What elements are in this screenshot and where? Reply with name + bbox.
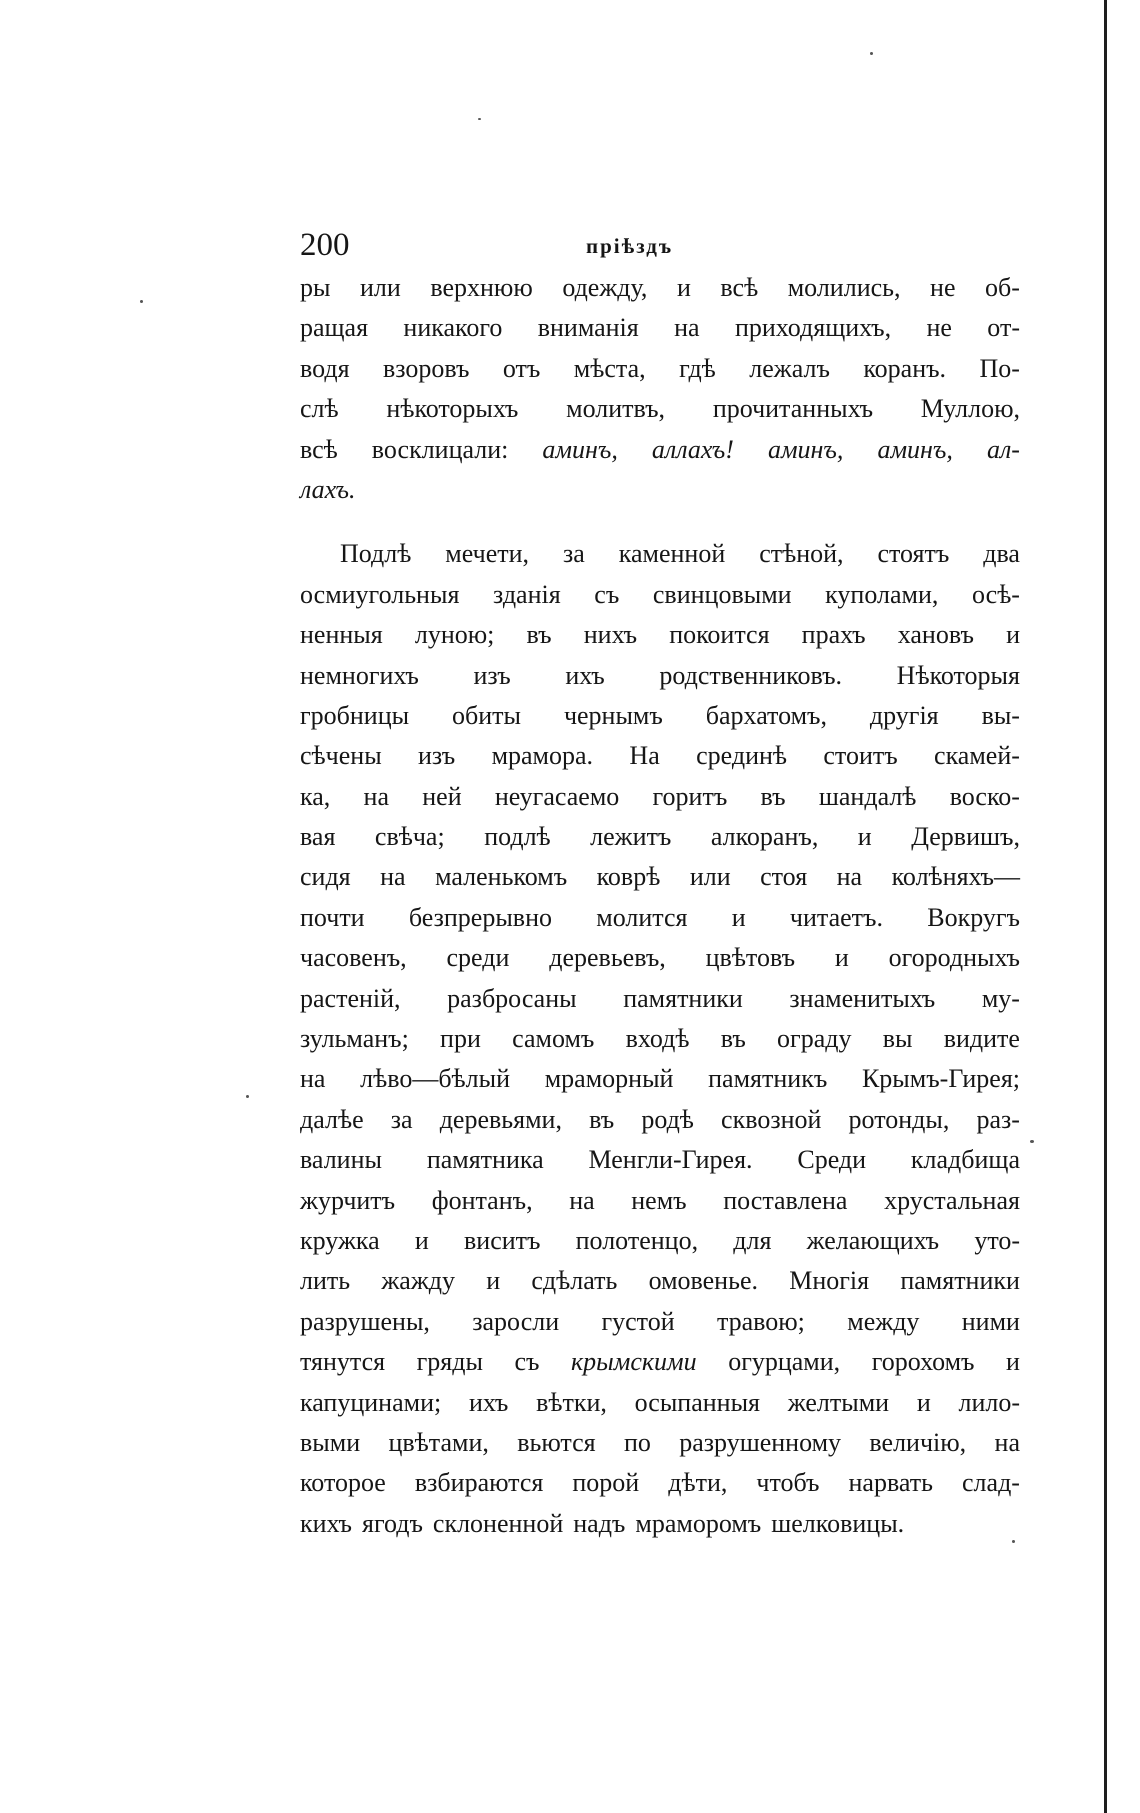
word: виситъ: [464, 1225, 541, 1255]
word: куполами,: [825, 579, 939, 609]
word: никакого: [403, 313, 503, 343]
word: и: [916, 1387, 931, 1417]
word: колѣняхъ—: [891, 862, 1020, 892]
text-line: [300, 736, 1020, 776]
word: два: [983, 539, 1020, 569]
word: видите: [943, 1024, 1020, 1054]
word: горитъ: [652, 781, 728, 811]
word: нихъ: [583, 620, 638, 650]
word: далѣе: [300, 1104, 364, 1134]
paragraph: [300, 534, 1020, 1544]
word: на: [674, 313, 700, 343]
word: мечети,: [445, 539, 530, 569]
word: лило-: [958, 1387, 1020, 1417]
word: и: [1006, 620, 1020, 650]
text-line: [300, 534, 1020, 574]
word: ихъ: [468, 1387, 509, 1417]
text-line: [300, 696, 1020, 736]
word: фонтанъ,: [431, 1185, 533, 1215]
text-line: [300, 268, 1020, 308]
word: немъ: [631, 1185, 687, 1215]
word: свинцовыми: [652, 579, 792, 609]
word: лежитъ: [590, 822, 672, 852]
word: стоятъ: [877, 539, 950, 569]
word: родѣ: [641, 1104, 694, 1134]
word: нарвать: [848, 1468, 933, 1498]
word: другія: [869, 700, 939, 730]
word: памятникъ: [708, 1064, 828, 1094]
word: слѣ: [300, 394, 339, 424]
page-edge-shadow: [1104, 0, 1107, 1813]
word: величію,: [869, 1427, 967, 1457]
word: и: [731, 902, 746, 932]
word: въ: [720, 1024, 746, 1054]
word: ротонды,: [848, 1104, 950, 1134]
word: прочитанныхъ: [712, 394, 874, 424]
word: деревьями,: [439, 1104, 562, 1134]
word: журчитъ: [300, 1185, 396, 1215]
word: на: [380, 862, 406, 892]
word: на: [994, 1427, 1020, 1457]
text-line: [300, 430, 1020, 470]
word: родственниковъ.: [659, 660, 843, 690]
running-head: пріѣздъ: [586, 234, 674, 258]
word: въ: [526, 620, 552, 650]
paragraph-gap: [300, 510, 1020, 534]
word: чернымъ: [563, 700, 663, 730]
word: стоитъ: [823, 741, 898, 771]
word: горохомъ: [871, 1347, 975, 1377]
word: изъ: [418, 741, 456, 771]
word: аминъ,: [542, 434, 618, 464]
word: знаменитыхъ: [789, 983, 936, 1013]
word: или: [360, 273, 401, 302]
text-line: [300, 1181, 1020, 1221]
word: ограду: [777, 1024, 852, 1054]
word: от-: [987, 313, 1020, 343]
word: гряды: [416, 1347, 483, 1377]
word: мраморомъ: [635, 1508, 762, 1538]
word: На: [629, 741, 660, 771]
word: для: [733, 1225, 772, 1255]
word: тянутся: [300, 1347, 386, 1377]
body-text: [300, 268, 1020, 1544]
word: взоровъ: [382, 353, 470, 383]
word: ихъ: [565, 660, 605, 690]
text-line: [300, 575, 1020, 615]
word: аминъ,: [877, 434, 953, 464]
word: огурцами,: [728, 1347, 841, 1377]
paper-speck: [1030, 1140, 1034, 1143]
word: бархатомъ,: [705, 700, 827, 730]
word: раз-: [976, 1104, 1020, 1134]
word: Дервишъ,: [911, 822, 1020, 852]
word: растеній,: [300, 983, 401, 1013]
word: мраморный: [544, 1064, 674, 1094]
word: съ: [594, 579, 620, 609]
word: осѣ-: [972, 579, 1020, 609]
word: всѣ: [720, 273, 759, 302]
word: входѣ: [625, 1024, 690, 1054]
word: алкоранъ,: [710, 822, 819, 852]
word: лежалъ: [749, 353, 830, 383]
word: срединѣ: [696, 741, 788, 771]
page-header: [300, 225, 1020, 265]
word: прахъ: [801, 620, 866, 650]
word: заросли: [472, 1306, 560, 1336]
word: одежду,: [562, 273, 648, 302]
word: стѣной,: [759, 539, 844, 569]
text-line: [300, 1383, 1020, 1423]
paper-speck: [246, 1095, 249, 1098]
word: ними: [961, 1306, 1020, 1336]
word: Вокругъ: [927, 902, 1020, 932]
word: немногихъ: [300, 660, 419, 690]
word: Нѣкоторыя: [896, 660, 1020, 690]
word: и: [1006, 1347, 1020, 1377]
word: на: [836, 862, 863, 892]
word: хрустальная: [884, 1185, 1020, 1215]
word: кружка: [300, 1225, 380, 1255]
word: поставлена: [723, 1185, 848, 1215]
word: или: [689, 862, 731, 892]
word: хановъ: [897, 620, 974, 650]
word: между: [847, 1306, 920, 1336]
word: осыпанныя: [634, 1387, 760, 1417]
word: верхнюю: [430, 273, 533, 302]
word: каменной: [618, 539, 726, 569]
word: по: [623, 1427, 651, 1457]
word: вниманія: [537, 313, 639, 343]
text-line: [300, 1463, 1020, 1503]
word: гробницы: [300, 700, 410, 730]
word: густой: [601, 1306, 675, 1336]
text-line: [300, 817, 1020, 857]
word: въ: [760, 781, 786, 811]
word: вы-: [981, 700, 1020, 730]
text-line: [300, 470, 1020, 510]
word: коранъ.: [863, 353, 947, 383]
text-line: [300, 857, 1020, 897]
word: травою;: [716, 1306, 805, 1336]
word: памятники: [623, 983, 743, 1013]
word: воско-: [949, 781, 1020, 811]
word: свѣча;: [374, 822, 445, 852]
word: вы: [882, 1024, 913, 1054]
word: въ: [589, 1104, 615, 1134]
word: чтобъ: [756, 1468, 820, 1498]
word: крымскими: [570, 1347, 697, 1377]
word: стоя: [760, 862, 808, 892]
word: зульманъ;: [300, 1024, 409, 1054]
word: молится: [596, 902, 688, 932]
text-line: [300, 615, 1020, 655]
word: молитвъ,: [566, 394, 666, 424]
word: и: [834, 943, 849, 973]
word: лить: [300, 1266, 351, 1296]
word: молились,: [787, 273, 901, 302]
word: читаетъ.: [789, 902, 883, 932]
word: водя: [300, 353, 350, 383]
word: скамей-: [934, 741, 1020, 771]
text-line: [300, 1423, 1020, 1463]
word: вьются: [517, 1427, 596, 1457]
word: коврѣ: [596, 862, 661, 892]
word: валины: [300, 1145, 382, 1175]
word: вѣтки,: [536, 1387, 607, 1417]
word: порой: [572, 1468, 640, 1498]
word: аллахъ!: [651, 434, 734, 464]
word: и: [486, 1266, 501, 1296]
word: среди: [446, 943, 510, 973]
word: лахъ.: [300, 474, 356, 504]
text-line: [300, 1100, 1020, 1140]
word: сидя: [300, 862, 351, 892]
word: и: [676, 273, 691, 302]
word: Среди: [797, 1145, 867, 1175]
text-line: [300, 389, 1020, 429]
word: разбросаны: [447, 983, 577, 1013]
word: уто-: [974, 1225, 1020, 1255]
word: вая: [300, 822, 336, 852]
word: разрушены,: [300, 1306, 430, 1336]
word: неугасаемо: [494, 781, 620, 811]
text-line: [300, 1140, 1020, 1180]
word: склоненной: [432, 1508, 564, 1538]
word: отъ: [502, 353, 541, 383]
text-line: [300, 349, 1020, 389]
word: восклицали:: [371, 434, 509, 464]
word: сквозной: [721, 1104, 822, 1134]
word: ягодъ: [362, 1508, 423, 1538]
word: дѣти,: [668, 1468, 728, 1498]
word: ка,: [300, 781, 331, 811]
word: желающихъ: [806, 1225, 940, 1255]
text-line: [300, 1302, 1020, 1342]
word: за: [390, 1104, 413, 1134]
word: огородныхъ: [888, 943, 1020, 973]
word: Многія: [789, 1266, 870, 1296]
word: приходящихъ,: [734, 313, 892, 343]
word: ал-: [986, 434, 1020, 464]
word: которое: [300, 1468, 386, 1498]
text-line: [300, 777, 1020, 817]
page-number: 200: [300, 227, 350, 263]
word: лѣво—бѣлый: [360, 1064, 511, 1094]
word: осмиугольныя: [300, 579, 460, 609]
word: луною;: [414, 620, 495, 650]
paper-speck: [478, 118, 481, 120]
word: памятника: [426, 1145, 544, 1175]
word: самомъ: [512, 1024, 595, 1054]
word: ры: [300, 273, 331, 302]
word: гдѣ: [679, 353, 716, 383]
word: ненныя: [300, 620, 383, 650]
word: нѣкоторыхъ: [386, 394, 519, 424]
word: выми: [300, 1427, 361, 1457]
word: надъ: [573, 1508, 626, 1538]
word: об-: [985, 273, 1020, 302]
word: аминъ,: [767, 434, 844, 464]
word: зданія: [493, 579, 561, 609]
text-line: [300, 898, 1020, 938]
word: часовенъ,: [300, 943, 407, 973]
word: и: [857, 822, 872, 852]
word: не: [930, 273, 956, 302]
word: цвѣтами,: [388, 1427, 489, 1457]
word: желтыми: [787, 1387, 890, 1417]
word: почти: [300, 902, 365, 932]
word: слад-: [962, 1468, 1020, 1498]
word: сѣчены: [300, 741, 382, 771]
word: памятники: [900, 1266, 1020, 1296]
word: маленькомъ: [435, 862, 568, 892]
word: шелковицы.: [771, 1508, 905, 1538]
word: на: [300, 1064, 326, 1094]
paper-speck: [870, 52, 873, 55]
word: разрушенному: [679, 1427, 842, 1457]
word: Подлѣ: [340, 539, 412, 569]
word: Крымъ-Гирея;: [861, 1064, 1020, 1094]
word: обиты: [452, 700, 522, 730]
word: взбираются: [414, 1468, 544, 1498]
text-line: [300, 308, 1020, 348]
word: мѣста,: [573, 353, 646, 383]
word: изъ: [473, 660, 511, 690]
word: за: [562, 539, 585, 569]
word: и: [414, 1225, 429, 1255]
text-line: [300, 656, 1020, 696]
word: му-: [981, 983, 1020, 1013]
word: подлѣ: [484, 822, 551, 852]
word: Муллою,: [920, 394, 1020, 424]
word: съ: [514, 1347, 540, 1377]
text-line: [300, 938, 1020, 978]
word: на: [569, 1185, 595, 1215]
word: капуцинами;: [300, 1387, 442, 1417]
word: Менгли-Гирея.: [588, 1145, 753, 1175]
text-line: [300, 1019, 1020, 1059]
paper-speck: [140, 300, 143, 303]
text-line: [300, 1221, 1020, 1261]
word: на: [363, 781, 389, 811]
word: кихъ: [300, 1508, 352, 1538]
word: не: [926, 313, 952, 343]
word: при: [440, 1024, 481, 1054]
word: покоится: [669, 620, 770, 650]
word: По-: [979, 353, 1020, 383]
text-line: [300, 979, 1020, 1019]
word: всѣ: [300, 434, 338, 464]
word: ращая: [300, 313, 369, 343]
word: шандалѣ: [818, 781, 917, 811]
word: омовенье.: [648, 1266, 758, 1296]
text-line: [300, 1261, 1020, 1301]
word: мрамора.: [491, 741, 594, 771]
word: сдѣлать: [531, 1266, 618, 1296]
paragraph: [300, 268, 1020, 510]
word: безпрерывно: [408, 902, 552, 932]
word: кладбища: [910, 1145, 1020, 1175]
word: деревьевъ,: [549, 943, 666, 973]
text-line: [300, 1059, 1020, 1099]
word: жажду: [381, 1266, 456, 1296]
word: цвѣтовъ: [705, 943, 796, 973]
text-line: [300, 1342, 1020, 1382]
word: полотенцо,: [575, 1225, 699, 1255]
word: ней: [422, 781, 462, 811]
text-line: [300, 1504, 1020, 1544]
